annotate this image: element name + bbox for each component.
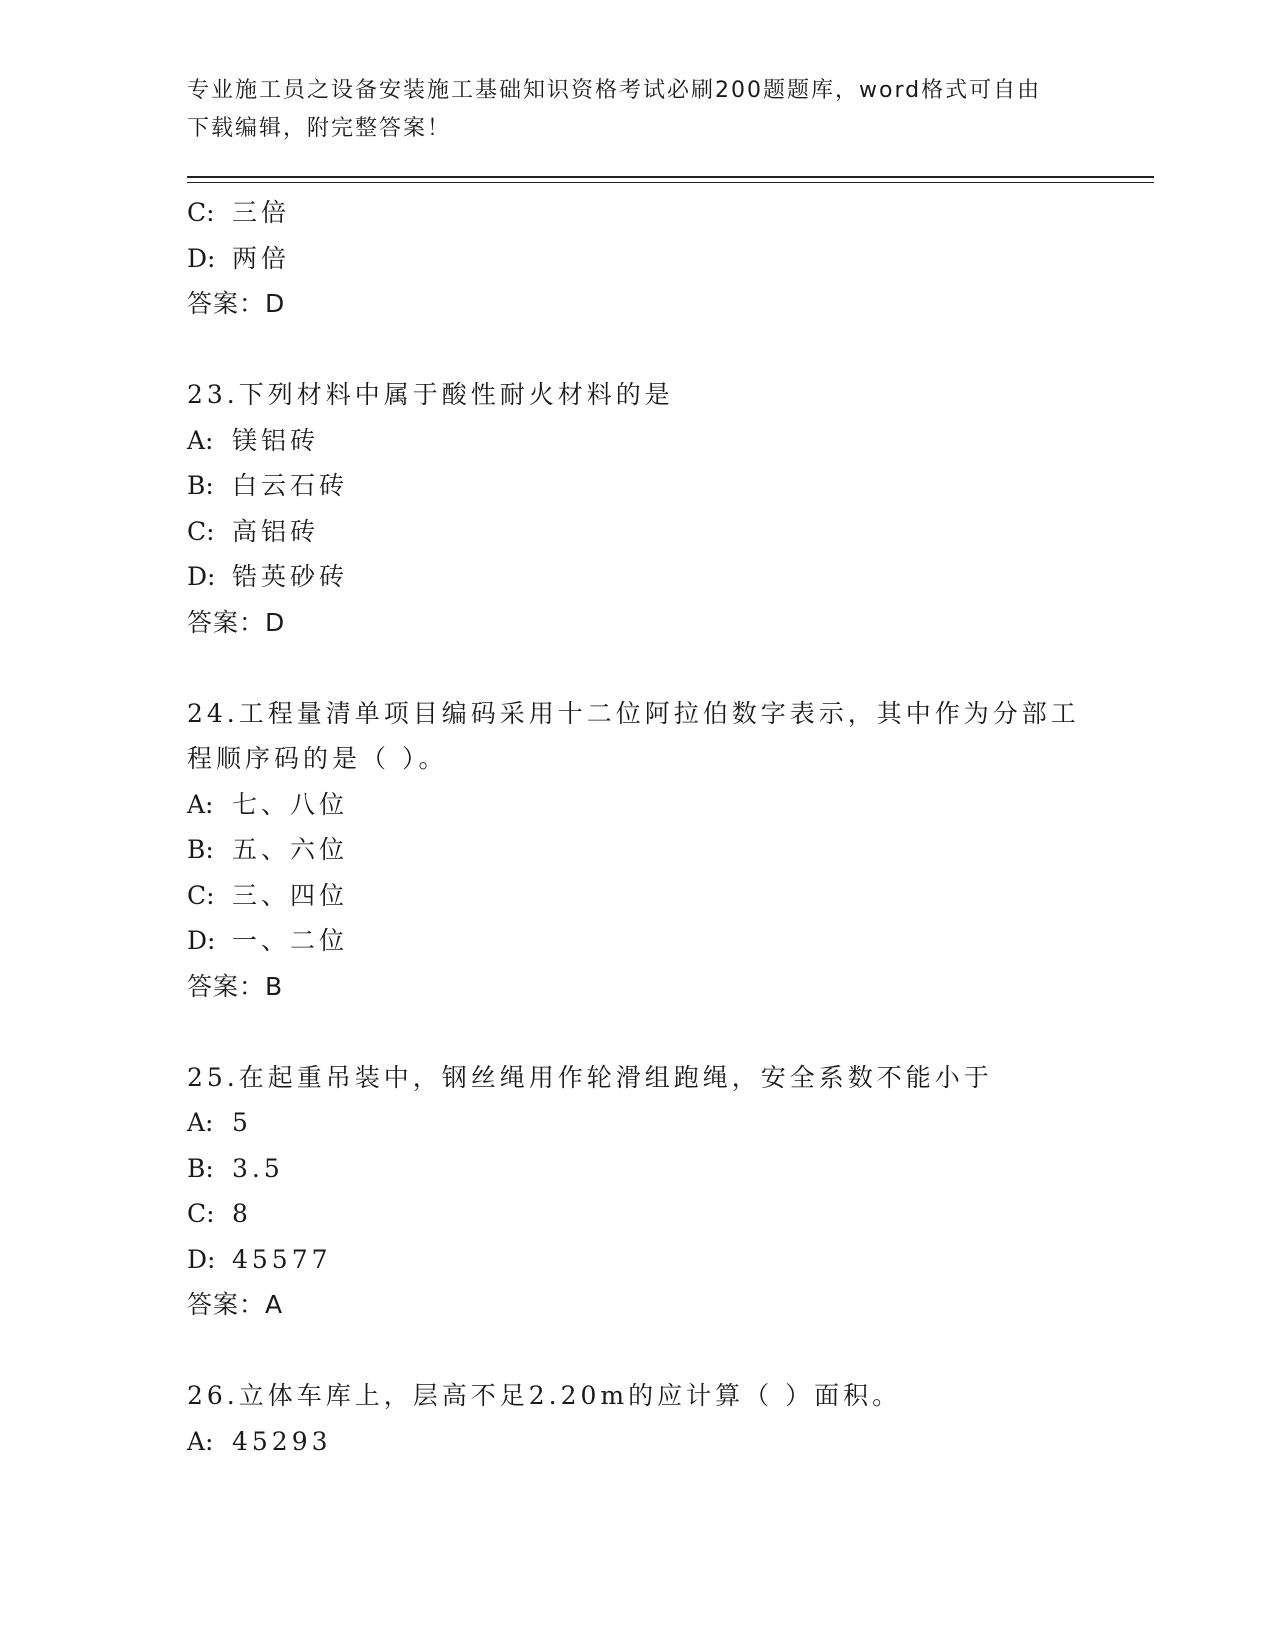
option-label: C: <box>187 198 215 227</box>
option-text: 五、六位 <box>232 835 349 864</box>
answer-text: 答案：B <box>187 971 284 1001</box>
option-label: B: <box>187 471 214 500</box>
option-text: 45577 <box>232 1244 332 1274</box>
question-stem-line-1: 24.工程量清单项目编码采用十二位阿拉伯数字表示，其中作为分部工 <box>187 698 1080 728</box>
option-label: B: <box>187 1153 214 1183</box>
document-header <box>187 72 1087 148</box>
option-text: 三倍 <box>232 198 291 227</box>
spacer <box>187 1328 1147 1374</box>
option-text: 两倍 <box>232 243 291 273</box>
option-a <box>187 1100 1147 1146</box>
option-text: 锆英砂砖 <box>232 562 349 591</box>
option-label: D: <box>187 926 216 955</box>
option-d <box>187 236 1147 282</box>
spacer <box>187 327 1147 373</box>
question-25 <box>187 1055 1147 1328</box>
option-label: D: <box>187 1244 216 1274</box>
option-text: 高铝砖 <box>232 516 320 546</box>
header-divider-thick <box>187 176 1154 178</box>
question-22-tail <box>187 190 1147 327</box>
header-divider-thin <box>187 182 1154 183</box>
option-text: 三、四位 <box>232 880 349 910</box>
header-title-line-1: 专业施工员之设备安装施工基础知识资格考试必刷200题题库，word格式可自由 <box>187 78 1042 103</box>
option-b <box>187 463 1147 509</box>
option-a <box>187 1419 1147 1465</box>
option-label: A: <box>187 789 214 819</box>
question-stem: 23.下列材料中属于酸性耐火材料的是 <box>187 380 674 409</box>
question-list <box>187 190 1147 1464</box>
option-text: 镁铝砖 <box>232 425 320 455</box>
option-label: D: <box>187 243 216 273</box>
question-stem-line-2: 程顺序码的是（ ）。 <box>187 744 448 773</box>
answer-text: 答案：D <box>187 289 286 318</box>
option-label: A: <box>187 1426 214 1456</box>
option-text: 45293 <box>232 1426 332 1456</box>
option-text: 5 <box>232 1108 252 1137</box>
option-b <box>187 1146 1147 1192</box>
question-stem: 26.立体车库上，层高不足2.20m的应计算（ ）面积。 <box>187 1381 902 1410</box>
option-d <box>187 554 1147 600</box>
option-text: 8 <box>232 1199 252 1228</box>
option-label: A: <box>187 1108 214 1137</box>
answer-text: 答案：A <box>187 1290 284 1319</box>
option-a <box>187 418 1147 464</box>
option-label: D: <box>187 562 216 591</box>
option-d <box>187 1237 1147 1283</box>
question-23 <box>187 372 1147 645</box>
option-c <box>187 873 1147 919</box>
header-title-line-2: 下载编辑，附完整答案！ <box>187 116 452 141</box>
option-text: 3.5 <box>232 1153 284 1183</box>
option-text: 白云石砖 <box>232 471 349 500</box>
option-a <box>187 782 1147 828</box>
option-label: B: <box>187 835 214 864</box>
option-b <box>187 827 1147 873</box>
question-26 <box>187 1373 1147 1464</box>
question-stem: 25.在起重吊装中，钢丝绳用作轮滑组跑绳，安全系数不能小于 <box>187 1062 993 1092</box>
option-label: A: <box>187 425 214 455</box>
option-c <box>187 190 1147 236</box>
answer-text: 答案：D <box>187 607 286 637</box>
option-c <box>187 509 1147 555</box>
option-label: C: <box>187 1199 215 1228</box>
question-24 <box>187 691 1147 1010</box>
option-text: 七、八位 <box>232 789 349 819</box>
option-label: C: <box>187 880 215 910</box>
option-c <box>187 1191 1147 1237</box>
spacer <box>187 645 1147 691</box>
spacer <box>187 1009 1147 1055</box>
option-d <box>187 918 1147 964</box>
option-label: C: <box>187 516 215 546</box>
option-text: 一、二位 <box>232 926 349 955</box>
